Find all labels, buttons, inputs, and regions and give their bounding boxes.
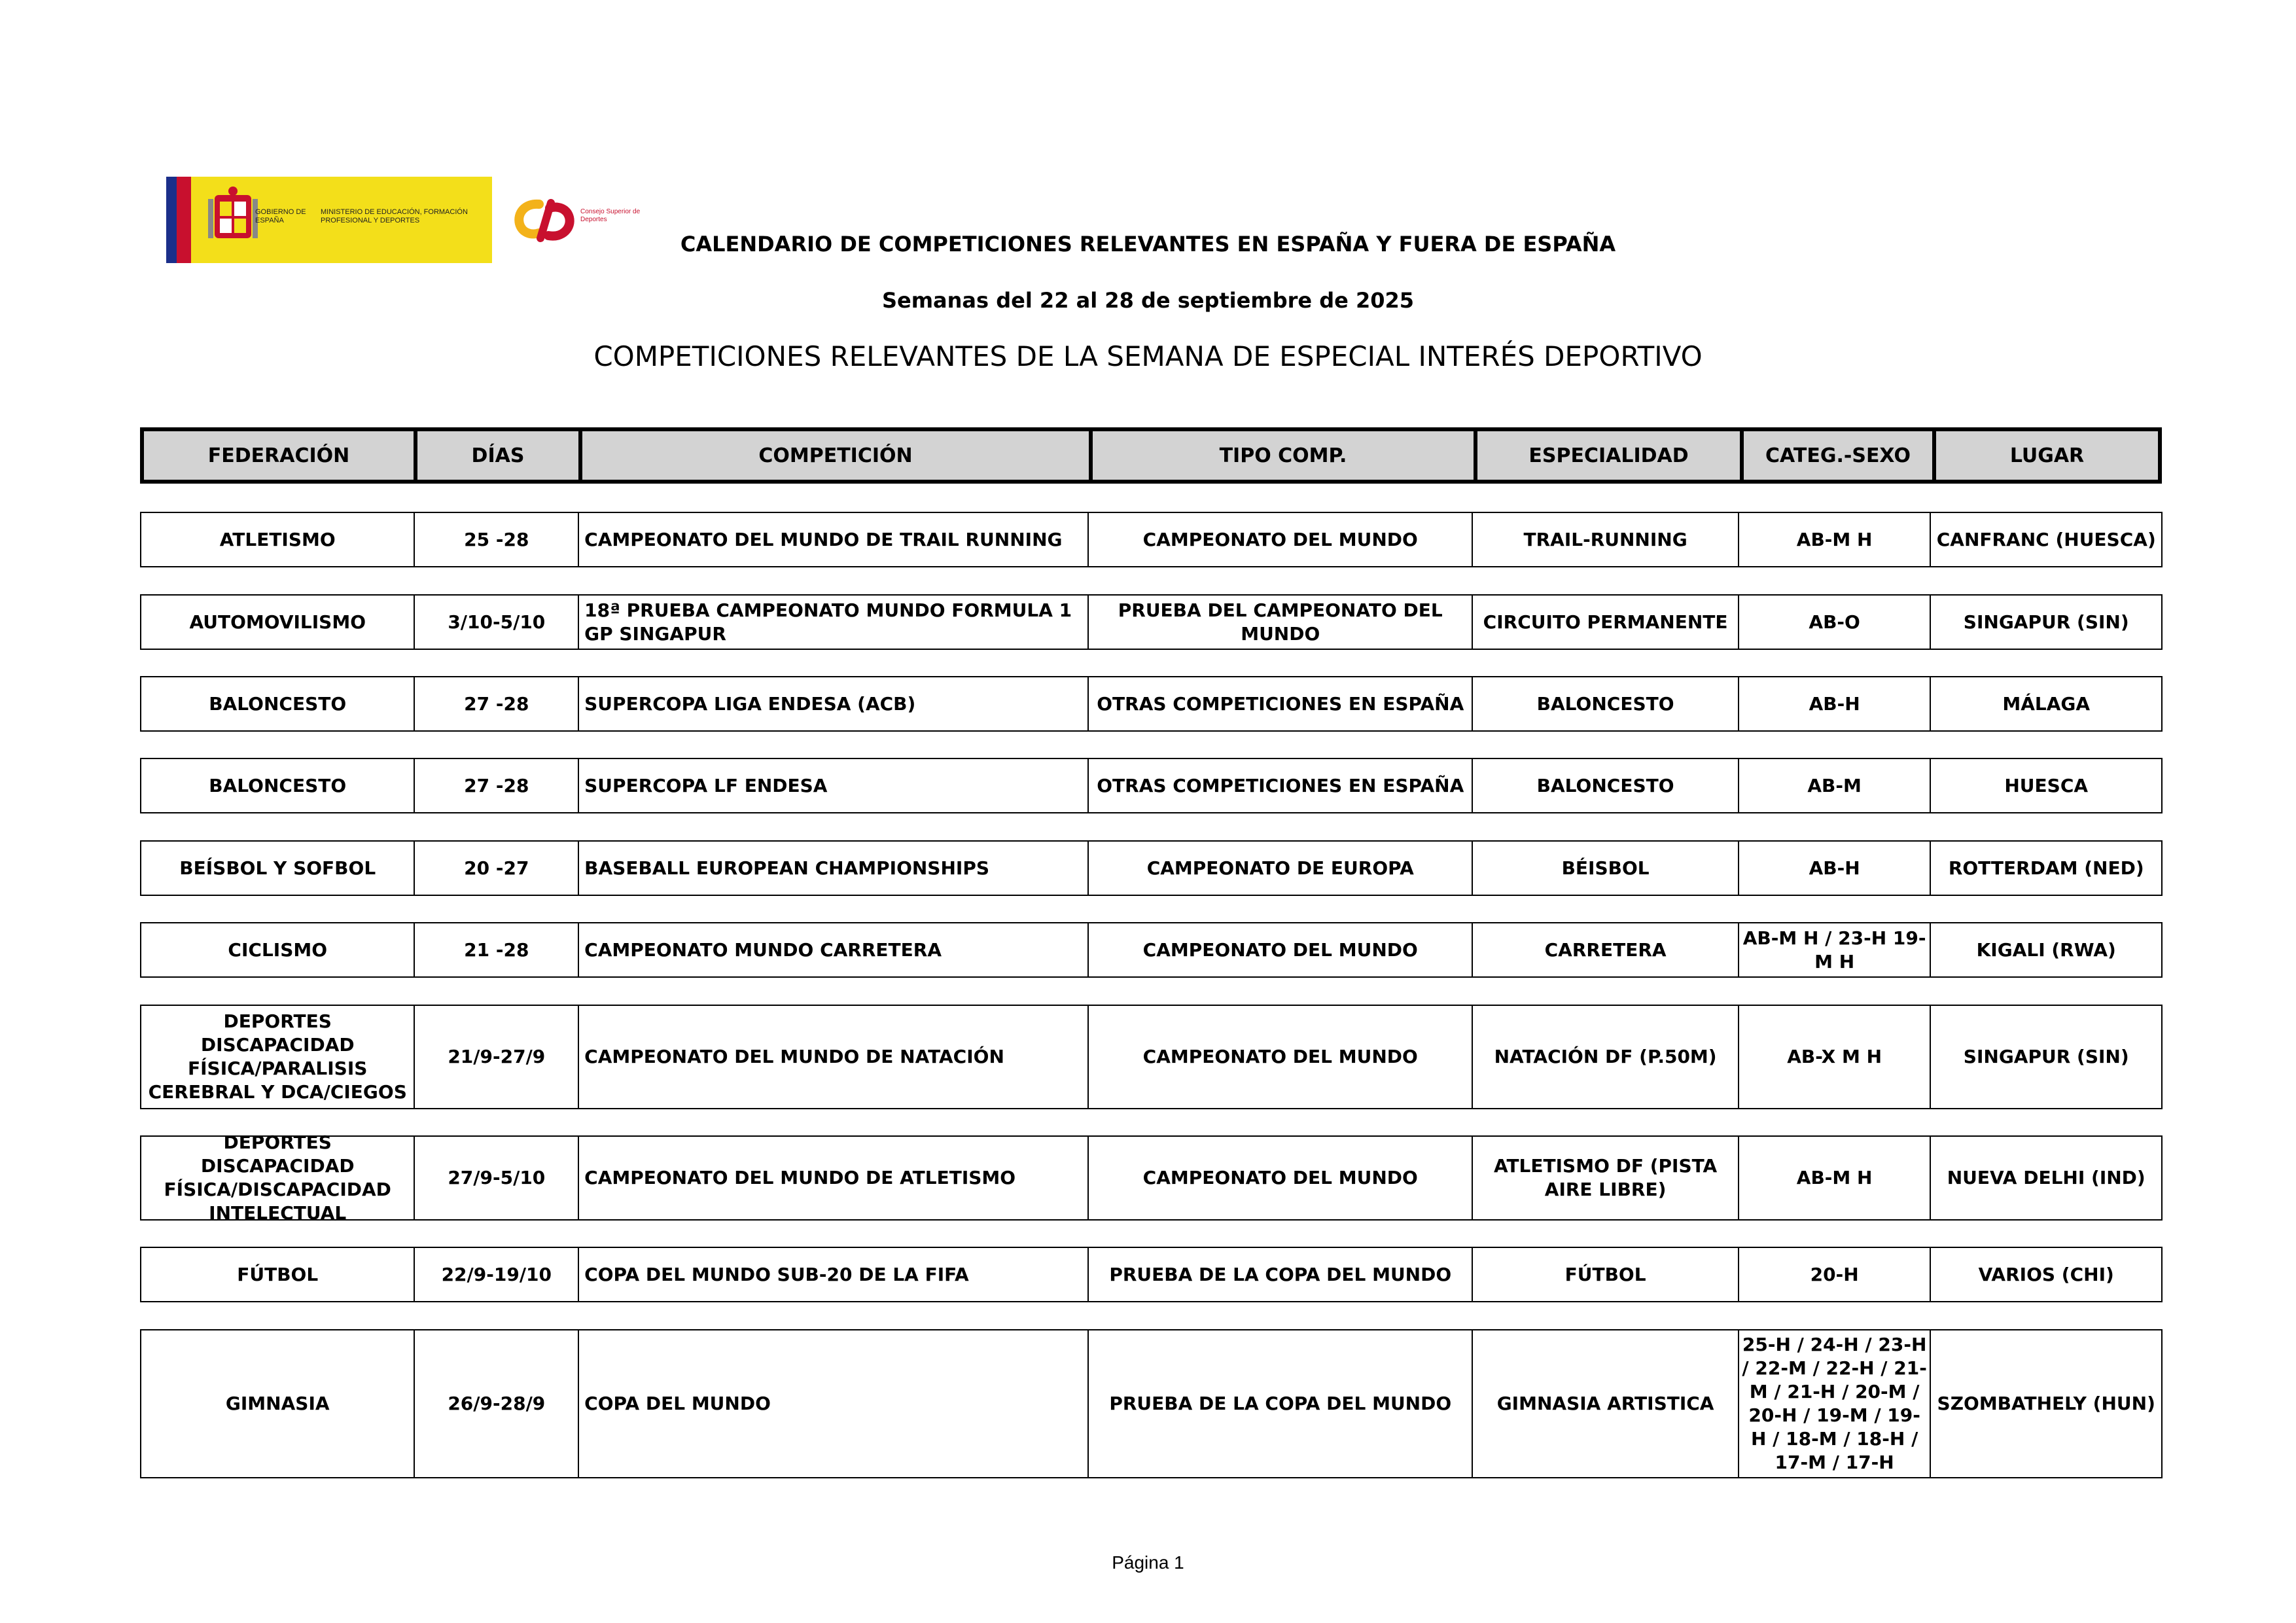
cell-competicion: 18ª PRUEBA CAMPEONATO MUNDO FORMULA 1 GP SINGAPUR — [579, 596, 1089, 649]
cell-federacion: ATLETISMO — [141, 513, 415, 566]
cell-competicion: CAMPEONATO DEL MUNDO DE ATLETISMO — [579, 1137, 1089, 1219]
cell-competicion: SUPERCOPA LIGA ENDESA (ACB) — [579, 677, 1089, 730]
cell-especialidad: CIRCUITO PERMANENTE — [1473, 596, 1739, 649]
cell-dias: 21/9-27/9 — [415, 1006, 579, 1108]
cell-federacion: BALONCESTO — [141, 759, 415, 812]
table-row — [140, 676, 2163, 732]
cell-dias: 21 -28 — [415, 923, 579, 976]
cell-categ-sexo: AB-M — [1739, 759, 1932, 812]
table-row — [140, 758, 2163, 813]
cell-federacion: GIMNASIA — [141, 1330, 415, 1477]
cell-especialidad: BÉISBOL — [1473, 842, 1739, 895]
cell-dias: 22/9-19/10 — [415, 1248, 579, 1301]
column-header-dias: DÍAS — [417, 431, 582, 480]
cell-lugar: MÁLAGA — [2002, 692, 2091, 715]
cell-competicion: COPA DEL MUNDO SUB-20 DE LA FIFA — [579, 1248, 1089, 1301]
table-row — [140, 922, 2163, 978]
cell-especialidad: NATACIÓN DF (P.50M) — [1473, 1006, 1739, 1108]
cell-categ-sexo: 20-H — [1739, 1248, 1932, 1301]
column-header-federacion: FEDERACIÓN — [144, 431, 417, 480]
logo-text-ministry: MINISTERIO DE EDUCACIÓN, FORMACIÓN PROFESIONAL Y DEPORTES — [321, 208, 468, 224]
cell-lugar: ROTTERDAM (NED) — [1948, 857, 2144, 879]
cell-federacion: AUTOMOVILISMO — [141, 596, 415, 649]
cell-tipo: PRUEBA DE LA COPA DEL MUNDO — [1089, 1248, 1473, 1301]
table-row — [140, 1132, 2163, 1224]
cell-categ-sexo: AB-M H — [1739, 513, 1932, 566]
cell-federacion: FÚTBOL — [141, 1248, 415, 1301]
cell-categ-sexo: AB-O — [1739, 596, 1932, 649]
page-number: Página 1 — [1112, 1552, 1184, 1573]
cell-tipo: OTRAS COMPETICIONES EN ESPAÑA — [1089, 677, 1473, 730]
document-subtitle: Semanas del 22 al 28 de septiembre de 2025 — [881, 288, 1415, 313]
table-row — [140, 1329, 2163, 1478]
cell-categ-sexo: AB-H — [1739, 842, 1932, 895]
document-title: CALENDARIO DE COMPETICIONES RELEVANTES EN ESPAÑA Y FUERA DE ESPAÑA — [680, 232, 1616, 257]
logo-text-government: GOBIERNO DE ESPAÑA — [255, 208, 306, 224]
cell-competicion: CAMPEONATO DEL MUNDO DE TRAIL RUNNING — [579, 513, 1089, 566]
table-row — [140, 1005, 2163, 1109]
cell-categ-sexo: AB-X M H — [1739, 1006, 1932, 1108]
cell-tipo: PRUEBA DE LA COPA DEL MUNDO — [1089, 1330, 1473, 1477]
column-header-competicion: COMPETICIÓN — [582, 431, 1093, 480]
cell-especialidad: GIMNASIA ARTISTICA — [1473, 1330, 1739, 1477]
column-header-tipo: TIPO COMP. — [1093, 431, 1477, 480]
table-row — [140, 512, 2163, 567]
csd-logo-text: Consejo Superior de Deportes — [580, 208, 641, 223]
cell-federacion: BEÍSBOL Y SOFBOL — [141, 842, 415, 895]
cell-federacion: DEPORTES DISCAPACIDAD FÍSICA/PARALISIS CEREBRAL Y DCA/CIEGOS — [141, 1006, 415, 1108]
cell-dias: 25 -28 — [415, 513, 579, 566]
cell-dias: 26/9-28/9 — [415, 1330, 579, 1477]
section-title: COMPETICIONES RELEVANTES DE LA SEMANA DE ESPECIAL INTERÉS DEPORTIVO — [593, 340, 1703, 372]
cell-especialidad: TRAIL-RUNNING — [1473, 513, 1739, 566]
table-row — [140, 594, 2163, 650]
column-header-especialidad: ESPECIALIDAD — [1477, 431, 1744, 480]
cell-dias: 27/9-5/10 — [415, 1137, 579, 1219]
cell-dias: 20 -27 — [415, 842, 579, 895]
cell-competicion: SUPERCOPA LF ENDESA — [579, 759, 1089, 812]
table-row — [140, 840, 2163, 896]
table-row — [140, 1247, 2163, 1302]
cell-lugar: SINGAPUR (SIN) — [1963, 1046, 2129, 1067]
cell-federacion: DEPORTES DISCAPACIDAD FÍSICA/DISCAPACIDAD INTELECTUAL — [141, 1137, 415, 1219]
cell-dias: 27 -28 — [415, 677, 579, 730]
cell-lugar: NUEVA DELHI (IND) — [1947, 1167, 2146, 1188]
table-header — [140, 427, 2162, 484]
cell-lugar: CANFRANC (HUESCA) — [1936, 528, 2156, 550]
cell-lugar: KIGALI (RWA) — [1976, 938, 2116, 961]
cell-especialidad: FÚTBOL — [1473, 1248, 1739, 1301]
cell-tipo: CAMPEONATO DEL MUNDO — [1089, 1006, 1473, 1108]
cell-dias: 27 -28 — [415, 759, 579, 812]
cell-tipo: CAMPEONATO DEL MUNDO — [1089, 1137, 1473, 1219]
cell-competicion: COPA DEL MUNDO — [579, 1330, 1089, 1477]
cell-especialidad: BALONCESTO — [1473, 759, 1739, 812]
cell-federacion: BALONCESTO — [141, 677, 415, 730]
cell-lugar: HUESCA — [2004, 774, 2089, 796]
cell-lugar: VARIOS (CHI) — [1978, 1263, 2114, 1285]
cell-especialidad: CARRETERA — [1473, 923, 1739, 976]
cell-dias: 3/10-5/10 — [415, 596, 579, 649]
cell-lugar: SINGAPUR (SIN) — [1963, 611, 2129, 633]
cell-tipo: PRUEBA DEL CAMPEONATO DEL MUNDO — [1089, 596, 1473, 649]
cell-categ-sexo: 25-H / 24-H / 23-H / 22-M / 22-H / 21-M / 21-H / 20-M / 20-H / 19-M / 19-H / 18-M / 18-H / 17-M / 17-H — [1739, 1330, 1932, 1477]
cell-competicion: BASEBALL EUROPEAN CHAMPIONSHIPS — [579, 842, 1089, 895]
cell-categ-sexo: AB-H — [1739, 677, 1932, 730]
cell-especialidad: BALONCESTO — [1473, 677, 1739, 730]
cell-categ-sexo: AB-M H / 23-H 19-M H — [1739, 923, 1932, 976]
cell-competicion: CAMPEONATO MUNDO CARRETERA — [579, 923, 1089, 976]
cell-especialidad: ATLETISMO DF (PISTA AIRE LIBRE) — [1473, 1137, 1739, 1219]
cell-federacion: CICLISMO — [141, 923, 415, 976]
cell-tipo: CAMPEONATO DEL MUNDO — [1089, 513, 1473, 566]
cell-tipo: OTRAS COMPETICIONES EN ESPAÑA — [1089, 759, 1473, 812]
column-header-lugar: LUGAR — [2009, 444, 2085, 467]
cell-tipo: CAMPEONATO DEL MUNDO — [1089, 923, 1473, 976]
cell-categ-sexo: AB-M H — [1739, 1137, 1932, 1219]
cell-lugar: SZOMBATHELY (HUN) — [1937, 1393, 2155, 1414]
column-header-categ-sexo: CATEG.-SEXO — [1744, 431, 1936, 480]
cell-tipo: CAMPEONATO DE EUROPA — [1089, 842, 1473, 895]
cell-competicion: CAMPEONATO DEL MUNDO DE NATACIÓN — [579, 1006, 1089, 1108]
